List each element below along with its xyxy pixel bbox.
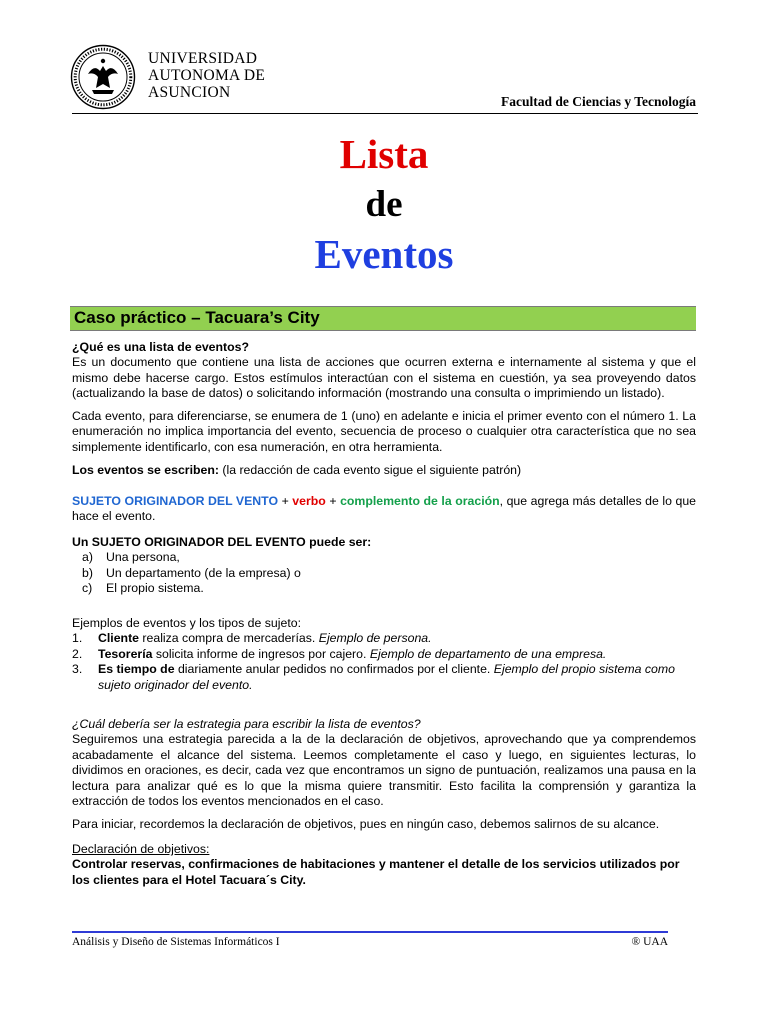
example-item: [72, 631, 696, 646]
strategy-section: [72, 717, 696, 809]
example-subject: Cliente: [98, 631, 139, 646]
case-heading: Caso práctico – Tacuara’s City: [74, 308, 320, 327]
example-number: 1.: [72, 631, 83, 646]
pattern-plus: +: [325, 494, 341, 508]
university-name: [148, 50, 265, 101]
writing-rule-text: (la redacción de cada evento sigue el siguiente patrón): [218, 463, 522, 477]
list-item-text: Un departamento (de la empresa) o: [106, 565, 301, 580]
objectives-section: [72, 842, 696, 888]
event-pattern: [72, 494, 696, 525]
start-paragraph: Para iniciar, recordemos la declaración de objetivos, pues en ningún caso, debemos salirnos de su alcance.: [72, 817, 660, 831]
pattern-plus: +: [278, 494, 293, 508]
faculty-name: Facultad de Ciencias y Tecnología: [500, 94, 696, 109]
title-line-2: de: [365, 184, 403, 225]
example-note: Ejemplo de persona.: [318, 631, 432, 646]
list-item: [72, 550, 696, 565]
university-line: UNIVERSIDAD: [148, 50, 258, 67]
footer-divider: [72, 931, 668, 933]
list-item-text: El propio sistema.: [106, 581, 204, 596]
pattern-verb: verbo: [292, 494, 326, 508]
list-item-label: c): [82, 581, 93, 596]
example-text: solicita informe de ingresos por cajero.: [152, 646, 370, 661]
header-divider: [72, 113, 698, 114]
section-what-is: [72, 340, 696, 402]
pattern-subject: SUJETO ORIGINADOR DEL VENTO: [72, 494, 279, 508]
strategy-question: ¿Cuál debería ser la estrategia para escribir la lista de eventos?: [72, 717, 421, 731]
strategy-answer: Seguiremos una estrategia parecida a la de la declaración de objetivos, aprovechando que ya comprendemos acabadamente el alcance del sistema. Leemos completamente el caso y luego, en siguientes lecturas, lo dividimos en oraciones, es decir, cada vez que encontramos un signo de puntuación, realizamos una pausa en la lectura para analizar qué es lo que la misma quiere transmitir. Esto facilita la comprensión y garantiza la extracción de todos los eventos mencionados en el caso.: [72, 732, 696, 809]
title-line-1: Lista: [339, 131, 429, 177]
subject-types: [72, 535, 696, 597]
question-heading: ¿Qué es una lista de eventos?: [72, 340, 249, 354]
writing-rule-bold: Los eventos se escriben:: [72, 463, 219, 477]
example-item: [72, 662, 696, 693]
case-heading-bar: [70, 306, 696, 331]
university-line: ASUNCION: [148, 84, 231, 101]
university-seal: [70, 44, 136, 110]
example-subject: Tesorería: [98, 646, 153, 661]
subject-types-heading: Un SUJETO ORIGINADOR DEL EVENTO puede ser:: [72, 535, 372, 549]
examples-intro: Ejemplos de eventos y los tipos de sujeto:: [72, 616, 301, 630]
list-item-label: b): [82, 565, 93, 580]
objectives-text: Controlar reservas, confirmaciones de habitaciones y mantener el detalle de los servicios utilizados por los clientes para el Hotel Tacuara´s City.: [72, 857, 680, 887]
pattern-complement: complemento de la oración: [340, 494, 500, 508]
example-note: Ejemplo del propio sistema como sujeto originador del evento.: [98, 662, 675, 692]
writing-rule: [72, 463, 696, 478]
list-item: [72, 581, 696, 596]
example-note: Ejemplo de departamento de una empresa.: [369, 646, 607, 661]
examples: [72, 616, 696, 693]
title-line-3: Eventos: [314, 231, 454, 277]
enumeration-paragraph: Cada evento, para diferenciarse, se enumera de 1 (uno) en adelante e inicia el primer evento con el número 1. La enumeración no implica importancia del evento, secuencia de proceso o cualquier otra característica que no sea simplemente identificarlo, con esa numeración, en otra herramienta.: [72, 409, 696, 454]
example-text: realiza compra de mercaderías.: [139, 631, 319, 646]
pattern-rest: , que agrega más detalles de lo que hace el evento.: [72, 494, 697, 524]
example-number: 2.: [72, 646, 83, 661]
university-line: AUTONOMA DE: [148, 67, 266, 84]
objectives-label: Declaración de objetivos:: [72, 842, 210, 856]
example-number: 3.: [72, 662, 83, 677]
answer-paragraph: Es un documento que contiene una lista de acciones que ocurren externa e internamente al sistema y que el mismo debe hacerse cargo. Estos estímulos interactúan con el sistema en cuestión, ya sea proveyendo datos (actualizando la base de datos) o solicitando información (mostrando una consulta o imprimiendo un listado).: [72, 355, 696, 401]
footer-copyright: ® UAA: [631, 936, 668, 948]
list-item-label: a): [82, 550, 93, 565]
example-item: [72, 647, 696, 662]
example-text: diariamente anular pedidos no confirmados por el cliente.: [174, 662, 494, 677]
footer-course: Análisis y Diseño de Sistemas Informáticos I: [72, 936, 280, 948]
list-item: [72, 566, 696, 581]
list-item-text: Una persona,: [106, 550, 180, 565]
example-subject: Es tiempo de: [98, 662, 175, 677]
